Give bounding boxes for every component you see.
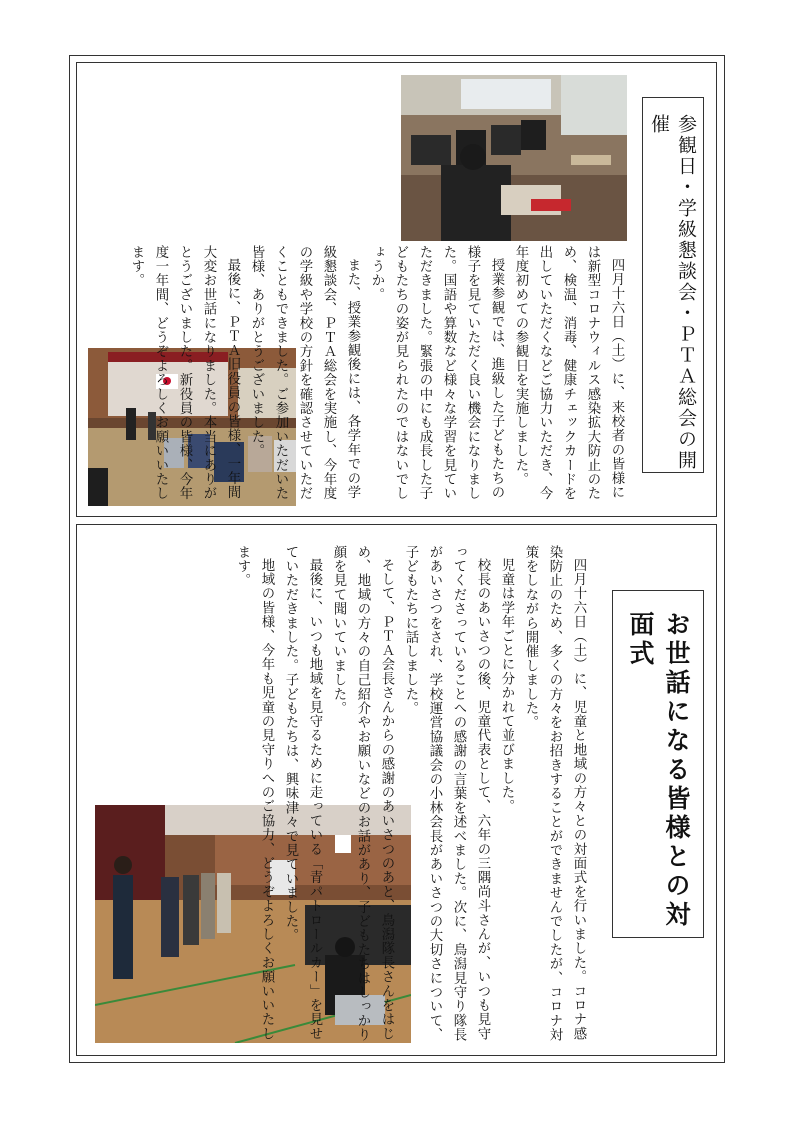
article2-title: お世話になる皆様との対面式 [626, 611, 691, 930]
article1-paragraph: 四月十六日（土）に、来校者の皆様には新型コロナウィルス感染拡大防止のため、検温、消毒、健康チェックカードを出していただくなどご協力いただき、今年度初めての参観日を実施しました。 [513, 245, 624, 501]
article2-title-box [612, 590, 704, 938]
article2-paragraph: 児童は学年ごとに分かれて並びました。 [499, 558, 514, 814]
article2-paragraph: 地域の皆様、今年も児童の見守りへのご協力、どうぞよろしくお願いいたします。 [235, 545, 274, 1042]
article1-paragraph: 授業参観では、進級した子どもたちの様子を見ていただく良い機会になりました。国語や算数など様々な学習を見ていただきました。緊張の中にも成長した子どもたちの姿が見られたのではないでしょうか。 [369, 245, 504, 501]
article2-paragraph: 最後に、いつも地域を見守るために走っている「青パトロールカー」を見せていただきました。子どもたちは、興味津々で見ていました。 [283, 545, 322, 1042]
article1-title-box [642, 97, 704, 473]
article1-title: 参観日・学級懇談会・ＰＴＡ総会の開催 [648, 114, 697, 471]
article1-paragraph: また、授業参観後には、各学年での学級懇談会、ＰＴＡ総会を実施し、今年度の学級や学校の方針を確認させていただくこともできました。ご参加いただいた皆様、ありがとうございました。 [249, 245, 360, 501]
article1-text [110, 245, 628, 510]
article2-text [105, 545, 590, 1050]
article1-paragraph: 最後に、ＰＴＡ旧役員の皆様、一年間大変お世話になりました。本当にありがとうございました。新役員の皆様、今年度一年間、どうぞよろしくお願いいたします。 [129, 245, 240, 501]
article2-paragraph: 四月十六日（土）に、児童と地域の方々との対面式を行いました。コロナ感染防止のため、多くの方々をお招きすることができませんでしたが、コロナ対策をしながら開催しました。 [523, 545, 586, 1042]
article2-paragraph: 校長のあいさつの後、児童代表として、六年の三隅尚斗さんが、いつも見守ってくださっていることへの感謝の言葉を述べました。次に、鳥潟見守り隊長があいさつをされ、学校運営協議会の小林会長があいさつの大切さについて、子どもたちに話しました。 [403, 545, 490, 1042]
article2-paragraph: そして、ＰＴＡ会長さんからの感謝のあいさつのあと、鳥潟隊長さんをはじめ、地域の方々の自己紹介やお願いなどのお話があり、子どもたちはしっかり顔を見て聞いていました。 [331, 545, 394, 1042]
classroom-photo [401, 75, 627, 241]
